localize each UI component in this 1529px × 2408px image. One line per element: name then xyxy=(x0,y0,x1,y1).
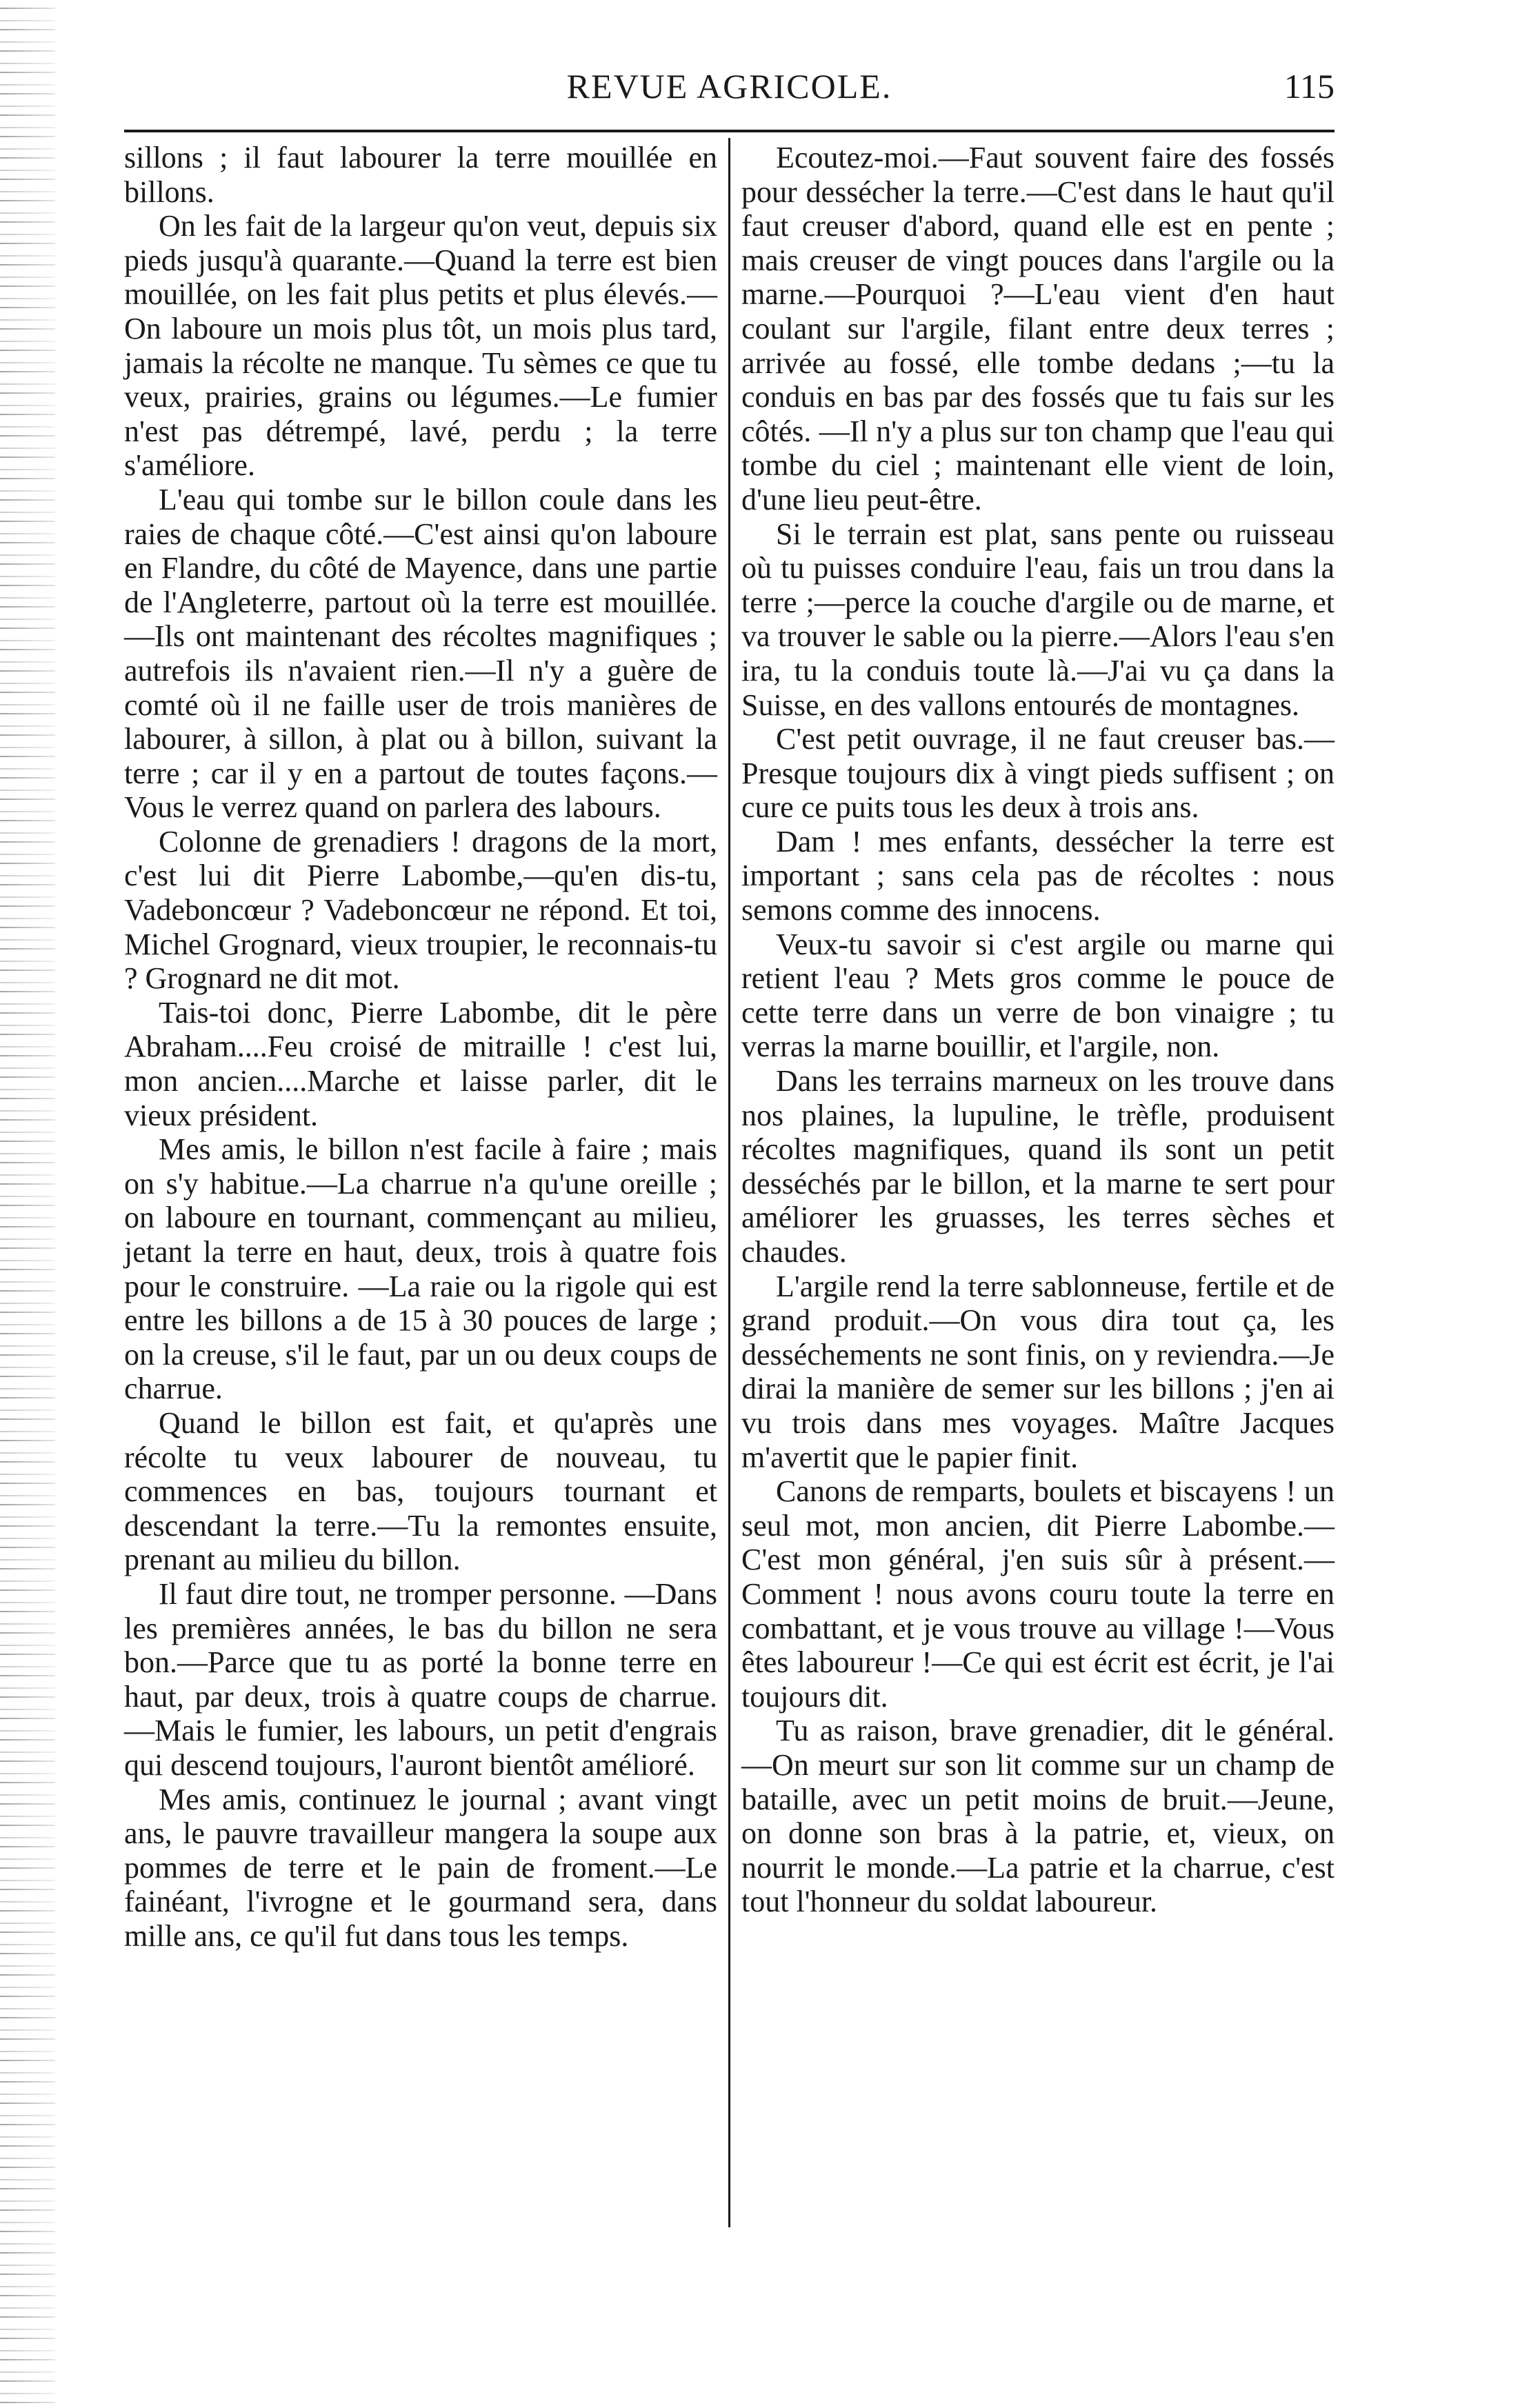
paragraph: L'eau qui tombe sur le billon coule dans les raies de chaque côté.—C'est ainsi qu'on laboure en Flandre, du côté de Mayence, dans une partie de l'Angleterre, partout où la terre est mouillée.—Ils ont maintenant des récoltes magnifiques ; autrefois ils n'avaient rien.—Il n'y a guère de comté où il ne faille user de trois manières de labourer, à sillon, à plat ou à billon, suivant la terre ; car il y en a partout de toutes façons.—Vous le verrez quand on parlera des labours. xyxy=(124,482,717,825)
paragraph: Si le terrain est plat, sans pente ou ruisseau où tu puisses conduire l'eau, fais un trou dans la terre ;—perce la couche d'argile ou de marne, et va trouver le sable ou la pierre.—Alors l'eau s'en ira, tu la conduis toute là.—J'ai vu ça dans la Suisse, en des vallons entourés de montagnes. xyxy=(741,516,1335,722)
paragraph: On les fait de la largeur qu'on veut, depuis six pieds jusqu'à quarante.—Quand la terre est bien mouillée, on les fait plus petits et plus élevés.—On laboure un mois plus tôt, un mois plus tard, jamais la récolte ne manque. Tu sèmes ce que tu veux, prairies, grains ou légumes.—Le fumier n'est pas détrempé, lavé, perdu ; la terre s'améliore. xyxy=(124,209,717,483)
header-rule xyxy=(124,130,1335,132)
column-rule xyxy=(728,138,730,2227)
running-title: REVUE AGRICOLE. xyxy=(566,67,892,106)
paragraph: sillons ; il faut labourer la terre mouillée en billons. xyxy=(124,141,717,209)
scanned-margin-noise xyxy=(0,0,55,2408)
paragraph: L'argile rend la terre sablonneuse, fertile et de grand produit.—On vous dira tout ça, les desséchements ne sont finis, on y reviendra.—Je dirai la manière de semer sur les billons ; j'en ai vu trois dans mes voyages. Maître Jacques m'avertit que le papier finit. xyxy=(741,1269,1335,1474)
paragraph: Colonne de grenadiers ! dragons de la mort, c'est lui dit Pierre Labombe,—qu'en dis-tu, Vadeboncœur ? Vadeboncœur ne répond. Et toi, Michel Grognard, vieux troupier, le reconnais-tu ? Grognard ne dit mot. xyxy=(124,824,717,996)
left-column xyxy=(124,141,717,1953)
paragraph: Veux-tu savoir si c'est argile ou marne qui retient l'eau ? Mets gros comme le pouce de cette terre dans un verre de bon vinaigre ; tu verras la marne bouillir, et l'argile, non. xyxy=(741,927,1335,1064)
paragraph: Ecoutez-moi.—Faut souvent faire des fossés pour dessécher la terre.—C'est dans le haut qu'il faut creuser d'abord, quand elle est en pente ; mais creuser de vingt pouces dans l'argile ou la marne.—Pourquoi ?—L'eau vient d'en haut coulant sur l'argile, filant entre deux terres ; arrivée au fossé, elle tombe dedans ;—tu la conduis en bas par des fossés que tu fais sur les côtés. —Il n'y a plus sur ton champ que l'eau qui tombe du ciel ; maintenant elle vient de loin, d'une lieu peut-être. xyxy=(741,141,1335,516)
page-header xyxy=(124,62,1335,117)
paragraph: Tu as raison, brave grenadier, dit le général. —On meurt sur son lit comme sur un champ de bataille, avec un petit moins de bruit.—Jeune, on donne son bras à la patrie, et, vieux, on nourrit le monde.—La patrie et la charrue, c'est tout l'honneur du soldat laboureur. xyxy=(741,1714,1335,1919)
paragraph: Mes amis, le billon n'est facile à faire ; mais on s'y habitue.—La charrue n'a qu'une oreille ; on laboure en tournant, commençant au milieu, jetant la terre en haut, deux, trois à quatre fois pour le construire. —La raie ou la rigole qui est entre les billons a de 15 à 30 pouces de large ; on la creuse, s'il le faut, par un ou deux coups de charrue. xyxy=(124,1132,717,1406)
paragraph: C'est petit ouvrage, il ne faut creuser bas.—Presque toujours dix à vingt pieds suffisent ; on cure ce puits tous les deux à trois ans. xyxy=(741,722,1335,825)
right-column xyxy=(741,141,1335,1919)
page-number: 115 xyxy=(1283,67,1335,106)
paragraph: Tais-toi donc, Pierre Labombe, dit le père Abraham....Feu croisé de mitraille ! c'est lui, mon ancien....Marche et laisse parler, dit le vieux président. xyxy=(124,995,717,1132)
paragraph: Canons de remparts, boulets et biscayens ! un seul mot, mon ancien, dit Pierre Labombe.—C'est mon général, j'en suis sûr à présent.—Comment ! nous avons couru toute la terre en combattant, et je vous trouve au village !—Vous êtes laboureur !—Ce qui est écrit est écrit, je l'ai toujours dit. xyxy=(741,1474,1335,1714)
paragraph: Dam ! mes enfants, dessécher la terre est important ; sans cela pas de récoltes : nous semons comme des innocens. xyxy=(741,824,1335,927)
paragraph: Quand le billon est fait, et qu'après une récolte tu veux labourer de nouveau, tu commences en bas, toujours tournant et descendant la terre.—Tu la remontes ensuite, prenant au milieu du billon. xyxy=(124,1405,717,1577)
paragraph: Dans les terrains marneux on les trouve dans nos plaines, la lupuline, le trèfle, produisent récoltes magnifiques, quand ils sont un petit desséchés par le billon, et la marne te sert pour améliorer les gruasses, les terres sèches et chaudes. xyxy=(741,1064,1335,1269)
paragraph: Mes amis, continuez le journal ; avant vingt ans, le pauvre travailleur mangera la soupe aux pommes de terre et le pain de froment.—Le fainéant, l'ivrogne et le gourmand sera, dans mille ans, ce qu'il fut dans tous les temps. xyxy=(124,1782,717,1953)
paragraph: Il faut dire tout, ne tromper personne. —Dans les premières années, le bas du billon ne sera bon.—Parce que tu as porté la bonne terre en haut, par deux, trois à quatre coups de charrue.—Mais le fumier, les labours, un petit d'engrais qui descend toujours, l'auront bientôt amélioré. xyxy=(124,1576,717,1782)
